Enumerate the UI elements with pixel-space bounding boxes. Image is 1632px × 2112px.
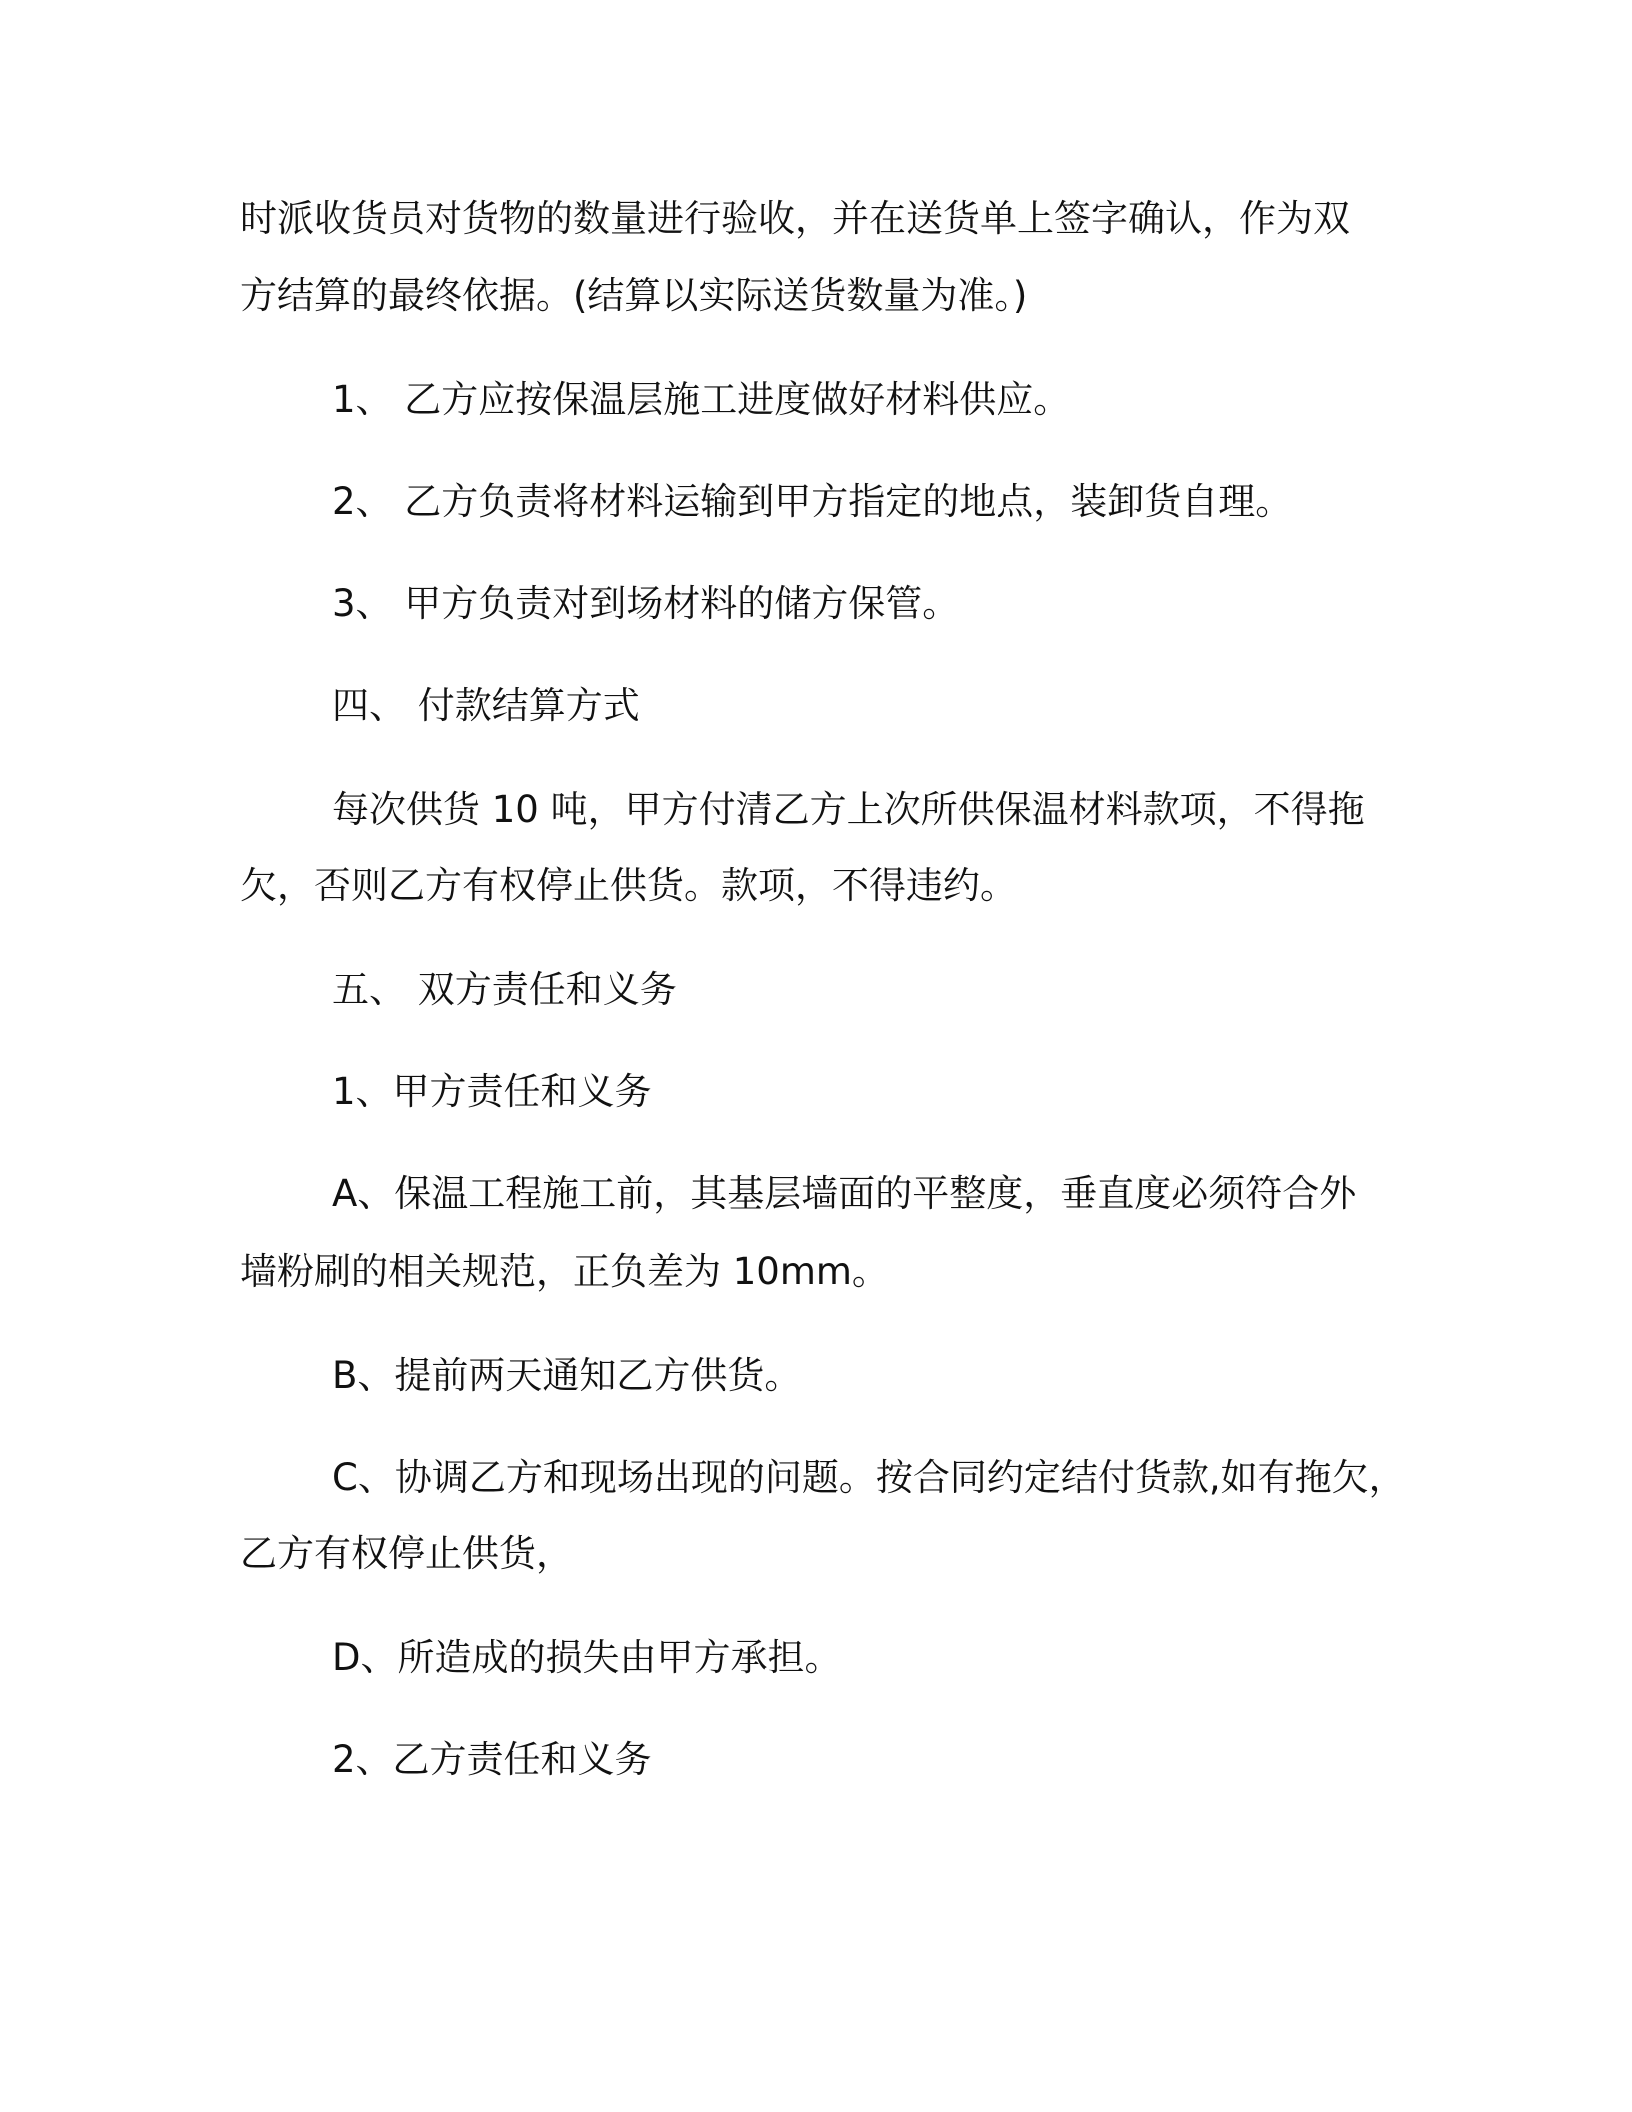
item-5-1-d: D、所造成的损失由甲方承担。 xyxy=(332,1636,842,1679)
section-4-heading: 四、 付款结算方式 xyxy=(332,684,640,727)
item-5-1-c-line-1: C、协调乙方和现场出现的问题。按合同约定结付货款,如有拖欠， xyxy=(332,1456,1406,1499)
para-payment-line-2: 欠，否则乙方有权停止供货。款项，不得违约。 xyxy=(240,864,1017,907)
para-delivery-acceptance-line-1: 时派收货员对货物的数量进行验收，并在送货单上签字确认，作为双 xyxy=(240,197,1350,240)
item-5-1-a-line-1: A、保温工程施工前，其基层墙面的平整度，垂直度必须符合外 xyxy=(332,1172,1357,1215)
para-payment-line-1: 每次供货 10 吨，甲方付清乙方上次所供保温材料款项，不得拖 xyxy=(332,788,1365,831)
subsection-5-2-heading: 2、乙方责任和义务 xyxy=(332,1738,652,1781)
para-delivery-acceptance-line-2: 方结算的最终依据。(结算以实际送货数量为准。) xyxy=(240,274,1028,317)
clause-3-2: 2、 乙方负责将材料运输到甲方指定的地点，装卸货自理。 xyxy=(332,480,1293,523)
clause-3-3: 3、 甲方负责对到场材料的储方保管。 xyxy=(332,582,960,625)
item-5-1-c-line-2: 乙方有权停止供货， xyxy=(240,1532,573,1575)
item-5-1-a-line-2: 墙粉刷的相关规范，正负差为 10mm。 xyxy=(240,1250,889,1293)
clause-3-1: 1、 乙方应按保温层施工进度做好材料供应。 xyxy=(332,378,1071,421)
subsection-5-1-heading: 1、甲方责任和义务 xyxy=(332,1070,652,1113)
item-5-1-b: B、提前两天通知乙方供货。 xyxy=(332,1354,802,1397)
section-5-heading: 五、 双方责任和义务 xyxy=(332,968,677,1011)
